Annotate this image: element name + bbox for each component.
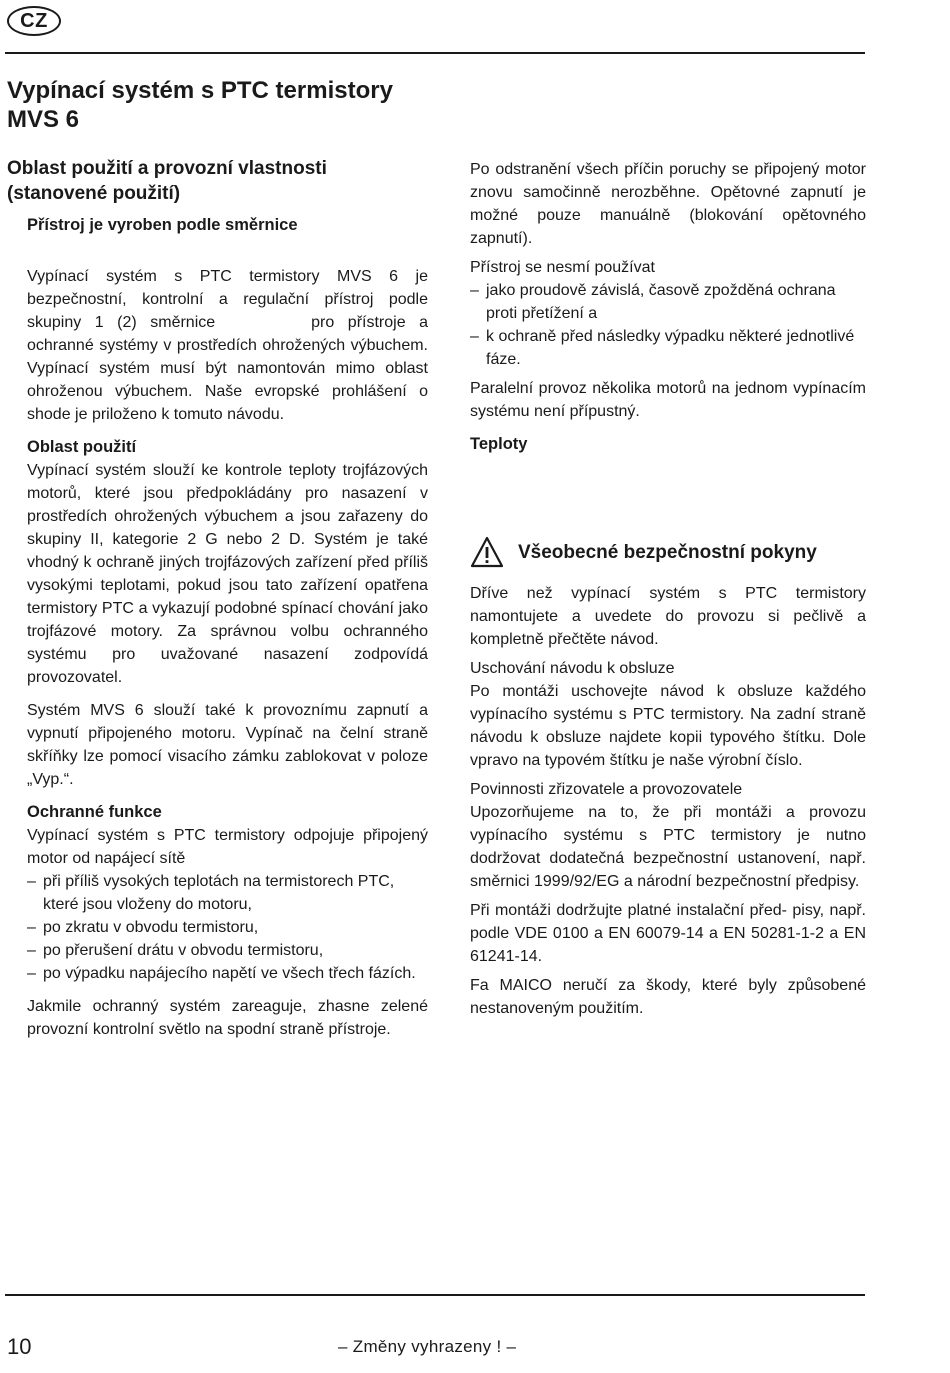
liability-paragraph: Fa MAICO neručí za škody, které byly způsobené nestanoveným použitím. — [470, 977, 866, 1017]
section-title-usage: Oblast použití a provozní vlastnosti (stanovené použití) — [7, 158, 327, 204]
keep-manual-paragraph: Po montáži uschovejte návod k obsluze každého vypínacího systému s PTC termistory. Na zadní straně návodu k obsluze najdete kopii typového štítku. Dole vpravo na typovém štítku je naše výrobní číslo. — [470, 683, 866, 769]
left-column — [7, 156, 428, 1041]
installation-paragraph: Při montáži dodržujte platné instalační před- pisy, např. podle VDE 0100 a EN 60079-14 a EN 50281-1-2 a EN 61241-14. — [470, 902, 866, 965]
keep-manual-title: Uschování návodu k obsluze — [470, 660, 675, 677]
list-item: – při příliš vysokých teplotách na termistorech PTC, které jsou vloženy do motoru, — [27, 873, 395, 913]
mvs-paragraph: Systém MVS 6 slouží také k provoznímu zapnutí a vypnutí připojeného motoru. Vypínač na čelní straně skříňky lze pomocí visacího zámku zablokovat v poloze „Vyp.“. — [27, 702, 428, 788]
list-item: – jako proudově závislá, časově zpožděná ochrana proti přetížení a — [470, 282, 836, 322]
language-badge — [7, 6, 61, 36]
safety-title: Všeobecné bezpečnostní pokyny — [518, 541, 817, 563]
intro-text-part2: pro přístroje a ochranné systémy v prostředích ohrožených výbuchem. Vypínací systém musí být namontován mimo oblast ohroženou výbuchem. Naše evropské prohlášení o shode je priloženo k tomuto návodu. — [27, 314, 428, 423]
not-use-list — [470, 279, 866, 371]
safety-paragraph: Dříve než vypínací systém s PTC termistory namontujete a uvedete do provozu si pečlivě a kompletně přečtěte návod. — [470, 585, 866, 648]
page-number: 10 — [7, 1334, 32, 1359]
directive-title: Přístroj je vyroben podle směrnice — [27, 216, 298, 234]
safety-heading — [470, 536, 866, 568]
list-item: – k ochraně před následky výpadku některé jednotlivé fáze. — [470, 328, 855, 368]
usage-paragraph: Vypínací systém slouží ke kontrole teploty trojfázových motorů, které jsou předpokládány pro nasazení v prostředích ohrožených výbuchem a jsou zařazeny do skupiny II, kategorie 2 G nebo 2 D. Systém je také vhodný k ochraně jiných trojfázových zařízení před příliš vysokými teplotami, pokud jsou tato zařízení opatřena termistory PTC a vykazují podobné spínací chování jako trojfázové motory. Za správnou volbu ochranného systému pro uvažované nasazení zodpovídá provozovatel. — [27, 462, 428, 686]
footer-divider — [5, 1294, 865, 1296]
left-column-body — [7, 214, 428, 1041]
temperatures-title: Teploty — [470, 435, 528, 453]
not-use-intro: Přístroj se nesmí používat — [470, 259, 655, 276]
duties-title: Povinnosti zřizovatele a provozovatele — [470, 781, 743, 798]
duties-paragraph: Upozorňujeme na to, že při montáži a provozu vypínacího systému s PTC termistory je nutno dodržovat dodatečná bezpečnostní ustanovení, např. směrnici 1999/92/EG a národní bezpečnostní předpisy. — [470, 804, 866, 890]
header-divider — [5, 52, 865, 54]
footer-note: – Změny vyhrazeny ! – — [338, 1337, 517, 1356]
usage-title: Oblast použití — [27, 438, 137, 456]
document-title: Vypínací systém s PTC termistory MVS 6 — [7, 77, 393, 133]
restart-paragraph: Po odstranění všech příčin poruchy se připojený motor znovu samočinně nerozběhne. Opětovné zapnutí je možné pouze manuálně (blokování opětovného zapnutí). — [470, 161, 866, 247]
list-item: – po zkratu v obvodu termistoru, — [27, 919, 259, 936]
list-item: – po přerušení drátu v obvodu termistoru, — [27, 942, 324, 959]
protection-title: Ochranné funkce — [27, 803, 162, 821]
protection-intro: Vypínací systém s PTC termistory odpojuje připojený motor od napájecí sítě — [27, 827, 428, 867]
language-code: CZ — [20, 9, 48, 32]
right-column — [470, 158, 866, 1020]
parallel-paragraph: Paralelní provoz několika motorů na jednom vypínacím systému není přípustný. — [470, 380, 866, 420]
list-item: – po výpadku napájecího napětí ve všech třech fázích. — [27, 965, 416, 982]
intro-paragraph — [27, 265, 428, 426]
protection-outro: Jakmile ochranný systém zareaguje, zhasne zelené provozní kontrolní světlo na spodní straně přístroje. — [27, 998, 428, 1038]
warning-triangle-icon — [470, 536, 504, 568]
intro-text-part1: Vypínací systém s PTC termistory MVS 6 je bezpečnostní, kontrolní a regulační přístroj podle skupiny 1 (2) směrnice — [27, 268, 428, 331]
protection-list — [27, 870, 428, 985]
